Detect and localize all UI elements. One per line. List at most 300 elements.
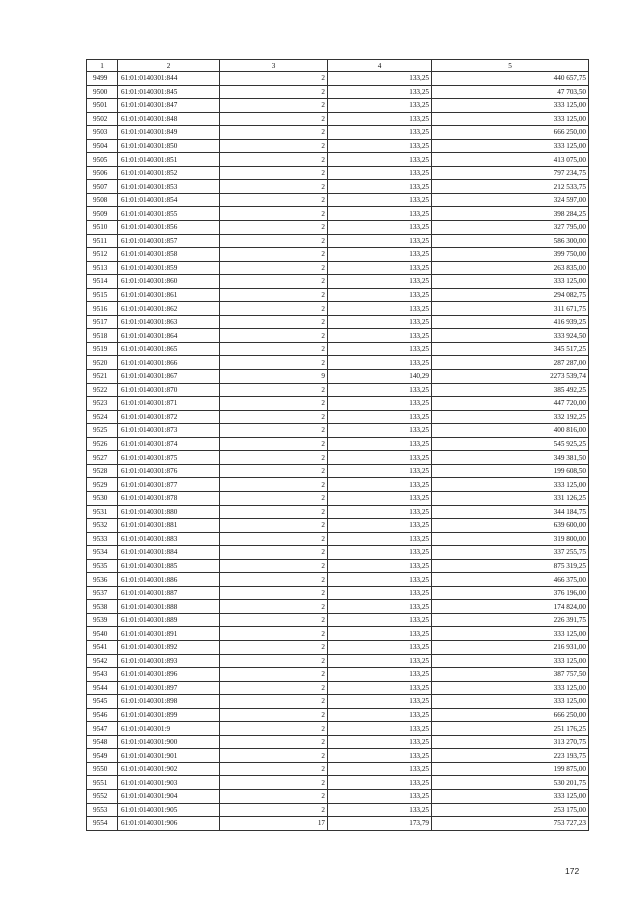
row-number-cell: 9514: [87, 275, 118, 289]
rate-cell: 133,25: [328, 234, 432, 248]
cadastral-number-cell: 61:01:0140301:906: [118, 817, 220, 831]
quantity-cell: 2: [220, 99, 328, 113]
rate-cell: 133,25: [328, 424, 432, 438]
amount-cell: 333 125,00: [432, 695, 589, 709]
quantity-cell: 2: [220, 234, 328, 248]
row-number-cell: 9542: [87, 654, 118, 668]
table-row: [87, 735, 589, 749]
table-row: [87, 410, 589, 424]
cadastral-number-cell: 61:01:0140301:9: [118, 722, 220, 736]
amount-cell: 333 125,00: [432, 654, 589, 668]
row-number-cell: 9499: [87, 72, 118, 86]
quantity-cell: 2: [220, 776, 328, 790]
rate-cell: 133,25: [328, 600, 432, 614]
row-number-cell: 9541: [87, 640, 118, 654]
cadastral-number-cell: 61:01:0140301:850: [118, 139, 220, 153]
rate-cell: 140,29: [328, 370, 432, 384]
rate-cell: 133,25: [328, 193, 432, 207]
rate-cell: 133,25: [328, 789, 432, 803]
header-col-4: 4: [328, 60, 432, 72]
cadastral-number-cell: 61:01:0140301:884: [118, 546, 220, 560]
amount-cell: 639 600,00: [432, 519, 589, 533]
cadastral-number-cell: 61:01:0140301:904: [118, 789, 220, 803]
rate-cell: 133,25: [328, 329, 432, 343]
rate-cell: 133,25: [328, 99, 432, 113]
amount-cell: 385 492,25: [432, 383, 589, 397]
row-number-cell: 9534: [87, 546, 118, 560]
cadastral-number-cell: 61:01:0140301:888: [118, 600, 220, 614]
cadastral-number-cell: 61:01:0140301:865: [118, 342, 220, 356]
rate-cell: 133,25: [328, 586, 432, 600]
rate-cell: 133,25: [328, 654, 432, 668]
amount-cell: 344 184,75: [432, 505, 589, 519]
cadastral-number-cell: 61:01:0140301:892: [118, 640, 220, 654]
rate-cell: 133,25: [328, 505, 432, 519]
row-number-cell: 9528: [87, 464, 118, 478]
cadastral-number-cell: 61:01:0140301:887: [118, 586, 220, 600]
amount-cell: 311 671,75: [432, 302, 589, 316]
row-number-cell: 9524: [87, 410, 118, 424]
table-row: [87, 546, 589, 560]
table-row: [87, 613, 589, 627]
quantity-cell: 2: [220, 532, 328, 546]
quantity-cell: 2: [220, 559, 328, 573]
row-number-cell: 9549: [87, 749, 118, 763]
row-number-cell: 9531: [87, 505, 118, 519]
quantity-cell: 2: [220, 383, 328, 397]
table-row: [87, 139, 589, 153]
amount-cell: 199 608,50: [432, 464, 589, 478]
cadastral-number-cell: 61:01:0140301:883: [118, 532, 220, 546]
quantity-cell: 2: [220, 85, 328, 99]
amount-cell: 337 255,75: [432, 546, 589, 560]
rate-cell: 133,25: [328, 261, 432, 275]
amount-cell: 333 125,00: [432, 112, 589, 126]
rate-cell: 133,25: [328, 72, 432, 86]
amount-cell: 666 250,00: [432, 708, 589, 722]
quantity-cell: 2: [220, 708, 328, 722]
rate-cell: 133,25: [328, 668, 432, 682]
row-number-cell: 9508: [87, 193, 118, 207]
row-number-cell: 9544: [87, 681, 118, 695]
row-number-cell: 9525: [87, 424, 118, 438]
quantity-cell: 2: [220, 288, 328, 302]
header-col-1: 1: [87, 60, 118, 72]
rate-cell: 133,25: [328, 315, 432, 329]
cadastral-number-cell: 61:01:0140301:852: [118, 166, 220, 180]
quantity-cell: 2: [220, 519, 328, 533]
row-number-cell: 9546: [87, 708, 118, 722]
cadastral-number-cell: 61:01:0140301:902: [118, 762, 220, 776]
cadastral-number-cell: 61:01:0140301:877: [118, 478, 220, 492]
amount-cell: 287 287,00: [432, 356, 589, 370]
cadastral-number-cell: 61:01:0140301:860: [118, 275, 220, 289]
rate-cell: 133,25: [328, 153, 432, 167]
table-row: [87, 207, 589, 221]
table-row: [87, 627, 589, 641]
amount-cell: 223 193,75: [432, 749, 589, 763]
row-number-cell: 9535: [87, 559, 118, 573]
table-row: [87, 817, 589, 831]
amount-cell: 345 517,25: [432, 342, 589, 356]
document-page: [86, 59, 588, 831]
row-number-cell: 9501: [87, 99, 118, 113]
cadastral-number-cell: 61:01:0140301:849: [118, 126, 220, 140]
row-number-cell: 9510: [87, 221, 118, 235]
amount-cell: 586 300,00: [432, 234, 589, 248]
table-row: [87, 234, 589, 248]
table-row: [87, 383, 589, 397]
amount-cell: 413 075,00: [432, 153, 589, 167]
amount-cell: 349 381,50: [432, 451, 589, 465]
table-row: [87, 762, 589, 776]
row-number-cell: 9511: [87, 234, 118, 248]
quantity-cell: 2: [220, 762, 328, 776]
quantity-cell: 2: [220, 627, 328, 641]
quantity-cell: 2: [220, 600, 328, 614]
rate-cell: 133,25: [328, 695, 432, 709]
rate-cell: 133,25: [328, 519, 432, 533]
table-row: [87, 478, 589, 492]
rate-cell: 133,25: [328, 166, 432, 180]
row-number-cell: 9532: [87, 519, 118, 533]
amount-cell: 333 125,00: [432, 139, 589, 153]
row-number-cell: 9517: [87, 315, 118, 329]
table-row: [87, 261, 589, 275]
quantity-cell: 2: [220, 464, 328, 478]
amount-cell: 253 175,00: [432, 803, 589, 817]
table-row: [87, 573, 589, 587]
cadastral-number-cell: 61:01:0140301:855: [118, 207, 220, 221]
quantity-cell: 2: [220, 695, 328, 709]
amount-cell: 387 757,50: [432, 668, 589, 682]
quantity-cell: 2: [220, 302, 328, 316]
amount-cell: 400 816,00: [432, 424, 589, 438]
rate-cell: 133,25: [328, 85, 432, 99]
cadastral-number-cell: 61:01:0140301:897: [118, 681, 220, 695]
table-row: [87, 803, 589, 817]
amount-cell: 333 125,00: [432, 478, 589, 492]
cadastral-number-cell: 61:01:0140301:872: [118, 410, 220, 424]
cadastral-number-cell: 61:01:0140301:875: [118, 451, 220, 465]
row-number-cell: 9507: [87, 180, 118, 194]
row-number-cell: 9516: [87, 302, 118, 316]
row-number-cell: 9505: [87, 153, 118, 167]
rate-cell: 133,25: [328, 546, 432, 560]
rate-cell: 133,25: [328, 640, 432, 654]
row-number-cell: 9518: [87, 329, 118, 343]
cadastral-number-cell: 61:01:0140301:847: [118, 99, 220, 113]
row-number-cell: 9520: [87, 356, 118, 370]
table-row: [87, 668, 589, 682]
table-row: [87, 166, 589, 180]
rate-cell: 133,25: [328, 803, 432, 817]
quantity-cell: 2: [220, 803, 328, 817]
row-number-cell: 9536: [87, 573, 118, 587]
cadastral-number-cell: 61:01:0140301:903: [118, 776, 220, 790]
table-row: [87, 437, 589, 451]
header-col-3: 3: [220, 60, 328, 72]
cadastral-number-cell: 61:01:0140301:851: [118, 153, 220, 167]
row-number-cell: 9537: [87, 586, 118, 600]
quantity-cell: 2: [220, 478, 328, 492]
cadastral-number-cell: 61:01:0140301:896: [118, 668, 220, 682]
table-row: [87, 708, 589, 722]
row-number-cell: 9548: [87, 735, 118, 749]
table-row: [87, 600, 589, 614]
cadastral-number-cell: 61:01:0140301:854: [118, 193, 220, 207]
cadastral-number-cell: 61:01:0140301:870: [118, 383, 220, 397]
cadastral-number-cell: 61:01:0140301:853: [118, 180, 220, 194]
quantity-cell: 2: [220, 166, 328, 180]
quantity-cell: 2: [220, 613, 328, 627]
rate-cell: 133,25: [328, 356, 432, 370]
amount-cell: 416 939,25: [432, 315, 589, 329]
cadastral-number-cell: 61:01:0140301:858: [118, 248, 220, 262]
cadastral-number-cell: 61:01:0140301:845: [118, 85, 220, 99]
rate-cell: 133,25: [328, 275, 432, 289]
amount-cell: 753 727,23: [432, 817, 589, 831]
quantity-cell: 2: [220, 654, 328, 668]
row-number-cell: 9500: [87, 85, 118, 99]
quantity-cell: 2: [220, 789, 328, 803]
rate-cell: 133,25: [328, 112, 432, 126]
quantity-cell: 2: [220, 261, 328, 275]
amount-cell: 331 126,25: [432, 491, 589, 505]
table-row: [87, 370, 589, 384]
rate-cell: 133,25: [328, 613, 432, 627]
table-row: [87, 586, 589, 600]
row-number-cell: 9519: [87, 342, 118, 356]
cadastral-number-cell: 61:01:0140301:899: [118, 708, 220, 722]
cadastral-number-cell: 61:01:0140301:874: [118, 437, 220, 451]
row-number-cell: 9503: [87, 126, 118, 140]
quantity-cell: 2: [220, 139, 328, 153]
rate-cell: 133,25: [328, 749, 432, 763]
quantity-cell: 2: [220, 153, 328, 167]
quantity-cell: 2: [220, 342, 328, 356]
amount-cell: 333 125,00: [432, 789, 589, 803]
quantity-cell: 2: [220, 315, 328, 329]
quantity-cell: 2: [220, 275, 328, 289]
row-number-cell: 9554: [87, 817, 118, 831]
cadastral-number-cell: 61:01:0140301:857: [118, 234, 220, 248]
amount-cell: 327 795,00: [432, 221, 589, 235]
quantity-cell: 2: [220, 410, 328, 424]
amount-cell: 199 875,00: [432, 762, 589, 776]
table-row: [87, 112, 589, 126]
quantity-cell: 2: [220, 722, 328, 736]
cadastral-number-cell: 61:01:0140301:905: [118, 803, 220, 817]
row-number-cell: 9539: [87, 613, 118, 627]
amount-cell: 251 176,25: [432, 722, 589, 736]
amount-cell: 333 125,00: [432, 681, 589, 695]
row-number-cell: 9526: [87, 437, 118, 451]
amount-cell: 333 125,00: [432, 99, 589, 113]
cadastral-number-cell: 61:01:0140301:889: [118, 613, 220, 627]
rate-cell: 133,25: [328, 437, 432, 451]
table-row: [87, 654, 589, 668]
table-row: [87, 491, 589, 505]
row-number-cell: 9530: [87, 491, 118, 505]
row-number-cell: 9550: [87, 762, 118, 776]
quantity-cell: 17: [220, 817, 328, 831]
table-row: [87, 180, 589, 194]
page-number: 172: [565, 866, 580, 876]
rate-cell: 133,25: [328, 559, 432, 573]
quantity-cell: 2: [220, 573, 328, 587]
rate-cell: 133,25: [328, 180, 432, 194]
rate-cell: 133,25: [328, 342, 432, 356]
header-col-2: 2: [118, 60, 220, 72]
table-row: [87, 153, 589, 167]
rate-cell: 133,25: [328, 383, 432, 397]
rate-cell: 133,25: [328, 491, 432, 505]
amount-cell: 324 597,00: [432, 193, 589, 207]
rate-cell: 133,25: [328, 410, 432, 424]
table-row: [87, 776, 589, 790]
rate-cell: 133,25: [328, 302, 432, 316]
quantity-cell: 2: [220, 329, 328, 343]
cadastral-number-cell: 61:01:0140301:898: [118, 695, 220, 709]
cadastral-number-cell: 61:01:0140301:861: [118, 288, 220, 302]
amount-cell: 216 931,00: [432, 640, 589, 654]
cadastral-number-cell: 61:01:0140301:876: [118, 464, 220, 478]
amount-cell: 466 375,00: [432, 573, 589, 587]
amount-cell: 333 924,50: [432, 329, 589, 343]
quantity-cell: 2: [220, 749, 328, 763]
row-number-cell: 9547: [87, 722, 118, 736]
table-row: [87, 288, 589, 302]
rate-cell: 133,25: [328, 532, 432, 546]
cadastral-number-cell: 61:01:0140301:871: [118, 397, 220, 411]
amount-cell: 226 391,75: [432, 613, 589, 627]
rate-cell: 133,25: [328, 126, 432, 140]
row-number-cell: 9552: [87, 789, 118, 803]
rate-cell: 133,25: [328, 207, 432, 221]
quantity-cell: 2: [220, 424, 328, 438]
cadastral-number-cell: 61:01:0140301:856: [118, 221, 220, 235]
cadastral-number-cell: 61:01:0140301:893: [118, 654, 220, 668]
amount-cell: 399 750,00: [432, 248, 589, 262]
rate-cell: 133,25: [328, 248, 432, 262]
rate-cell: 133,25: [328, 776, 432, 790]
amount-cell: 332 192,25: [432, 410, 589, 424]
quantity-cell: 2: [220, 586, 328, 600]
row-number-cell: 9513: [87, 261, 118, 275]
quantity-cell: 2: [220, 735, 328, 749]
rate-cell: 133,25: [328, 397, 432, 411]
table-row: [87, 342, 589, 356]
amount-cell: 333 125,00: [432, 627, 589, 641]
rate-cell: 173,79: [328, 817, 432, 831]
rate-cell: 133,25: [328, 139, 432, 153]
row-number-cell: 9553: [87, 803, 118, 817]
table-row: [87, 640, 589, 654]
row-number-cell: 9551: [87, 776, 118, 790]
cadastral-number-cell: 61:01:0140301:859: [118, 261, 220, 275]
table-row: [87, 302, 589, 316]
cadastral-number-cell: 61:01:0140301:880: [118, 505, 220, 519]
row-number-cell: 9522: [87, 383, 118, 397]
table-row: [87, 193, 589, 207]
table-row: [87, 397, 589, 411]
cadastral-number-cell: 61:01:0140301:885: [118, 559, 220, 573]
table-body: [87, 72, 589, 831]
table-row: [87, 424, 589, 438]
quantity-cell: 2: [220, 437, 328, 451]
rate-cell: 133,25: [328, 681, 432, 695]
amount-cell: 797 234,75: [432, 166, 589, 180]
quantity-cell: 2: [220, 180, 328, 194]
cadastral-number-cell: 61:01:0140301:901: [118, 749, 220, 763]
amount-cell: 263 835,00: [432, 261, 589, 275]
quantity-cell: 2: [220, 207, 328, 221]
table-row: [87, 559, 589, 573]
table-row: [87, 315, 589, 329]
rate-cell: 133,25: [328, 221, 432, 235]
row-number-cell: 9545: [87, 695, 118, 709]
table-row: [87, 695, 589, 709]
header-col-5: 5: [432, 60, 589, 72]
quantity-cell: 2: [220, 248, 328, 262]
row-number-cell: 9543: [87, 668, 118, 682]
rate-cell: 133,25: [328, 288, 432, 302]
table-row: [87, 464, 589, 478]
quantity-cell: 2: [220, 221, 328, 235]
amount-cell: 530 201,75: [432, 776, 589, 790]
cadastral-number-cell: 61:01:0140301:878: [118, 491, 220, 505]
amount-cell: 447 720,00: [432, 397, 589, 411]
quantity-cell: 2: [220, 491, 328, 505]
table-row: [87, 221, 589, 235]
table-row: [87, 126, 589, 140]
table-row: [87, 789, 589, 803]
row-number-cell: 9502: [87, 112, 118, 126]
amount-cell: 2273 539,74: [432, 370, 589, 384]
quantity-cell: 2: [220, 112, 328, 126]
cadastral-number-cell: 61:01:0140301:891: [118, 627, 220, 641]
rate-cell: 133,25: [328, 464, 432, 478]
table-row: [87, 749, 589, 763]
amount-cell: 313 270,75: [432, 735, 589, 749]
rate-cell: 133,25: [328, 478, 432, 492]
table-row: [87, 532, 589, 546]
cadastral-number-cell: 61:01:0140301:867: [118, 370, 220, 384]
rate-cell: 133,25: [328, 627, 432, 641]
quantity-cell: 2: [220, 126, 328, 140]
amount-cell: 319 800,00: [432, 532, 589, 546]
amount-cell: 47 703,50: [432, 85, 589, 99]
table-row: [87, 356, 589, 370]
data-table: [86, 59, 589, 831]
row-number-cell: 9523: [87, 397, 118, 411]
amount-cell: 440 657,75: [432, 72, 589, 86]
rate-cell: 133,25: [328, 735, 432, 749]
cadastral-number-cell: 61:01:0140301:881: [118, 519, 220, 533]
table-row: [87, 99, 589, 113]
quantity-cell: 2: [220, 546, 328, 560]
quantity-cell: 2: [220, 356, 328, 370]
quantity-cell: 2: [220, 640, 328, 654]
amount-cell: 333 125,00: [432, 275, 589, 289]
amount-cell: 545 925,25: [432, 437, 589, 451]
rate-cell: 133,25: [328, 762, 432, 776]
quantity-cell: 2: [220, 505, 328, 519]
table-row: [87, 722, 589, 736]
cadastral-number-cell: 61:01:0140301:866: [118, 356, 220, 370]
row-number-cell: 9515: [87, 288, 118, 302]
